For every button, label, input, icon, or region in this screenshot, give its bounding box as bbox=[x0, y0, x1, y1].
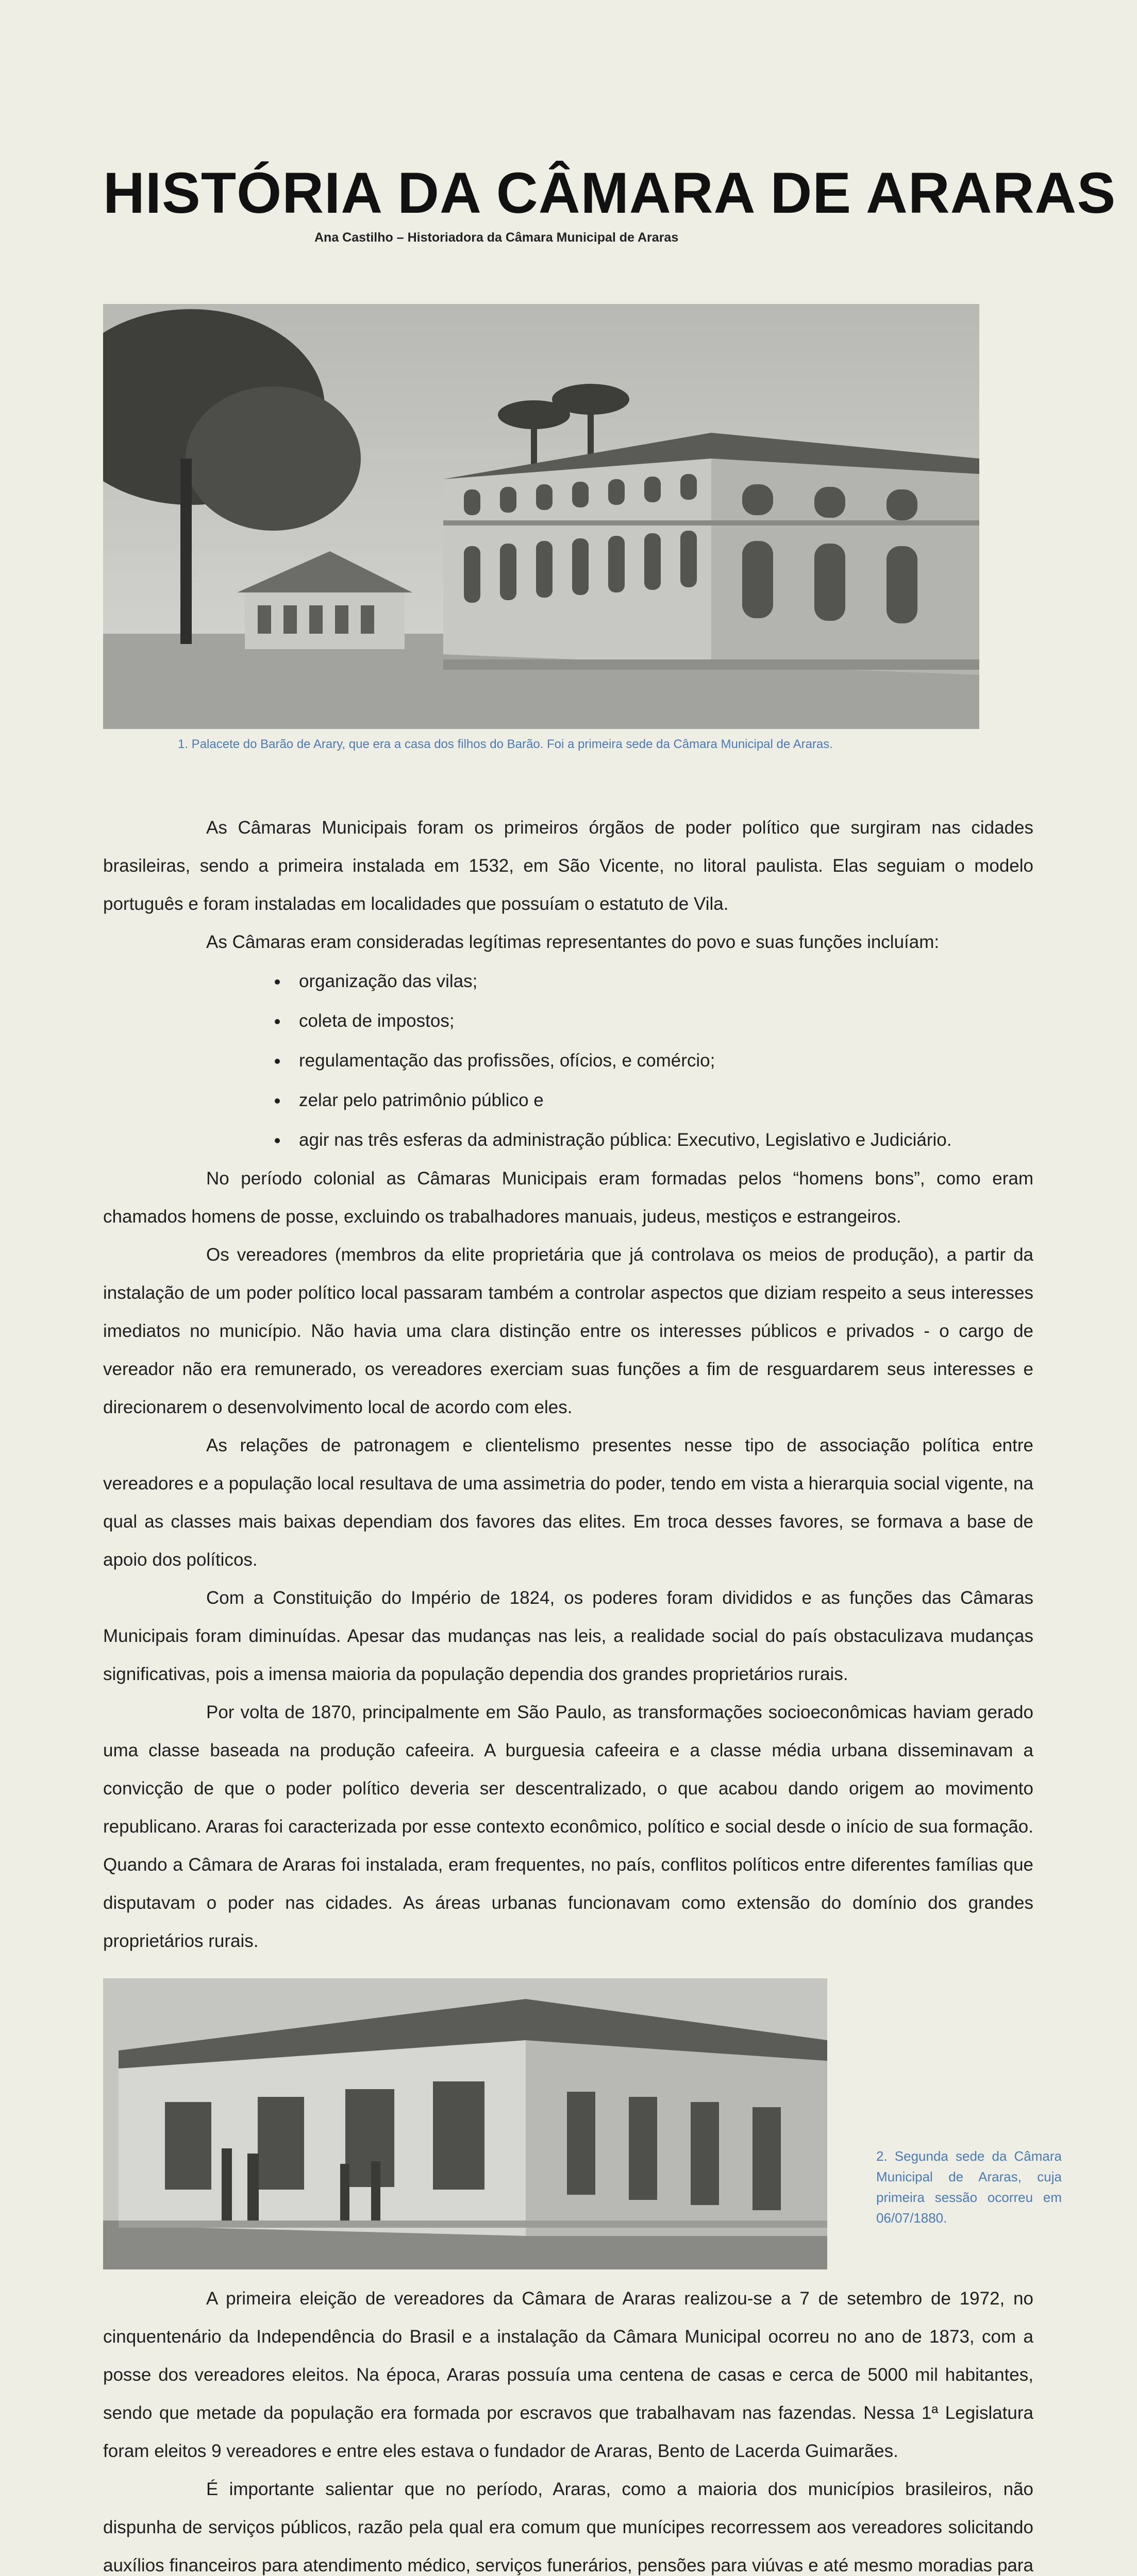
second-seat-illustration bbox=[103, 1978, 827, 2269]
functions-list bbox=[103, 961, 1033, 1160]
palacete-illustration bbox=[103, 304, 979, 729]
article-section-2 bbox=[103, 2280, 1033, 2576]
paragraph: No período colonial as Câmaras Municipais eram formadas pelos “homens bons”, como eram chamados homens de posse, excluindo os trabalhadores manuais, judeus, mestiços e estrangeiros. bbox=[103, 1168, 1033, 1227]
paragraph: Com a Constituição do Império de 1824, os poderes foram divididos e as funções das Câmaras Municipais foram diminuídas. Apesar das mudanças nas leis, a realidade social do país obstaculizava mudanças significativas, pois a imensa maioria da população dependia dos grandes proprietários rurais. bbox=[103, 1588, 1033, 1684]
list-item: • agir nas três esferas da administração pública: Executivo, Legislativo e Judiciário. bbox=[289, 1120, 1033, 1160]
list-item: • organização das vilas; bbox=[289, 961, 1033, 1001]
article-section-1 bbox=[103, 809, 1033, 1960]
paragraph: Por volta de 1870, principalmente em São Paulo, as transformações socioeconômicas haviam gerado uma classe baseada na produção cafeeira. A burguesia cafeeira e a classe média urbana disseminavam a convicção de que o poder político deveria ser descentralizado, o que acabou dando origem ao movimento republicano. Araras foi caracterizada por esse contexto econômico, político e social desde o início de sua formação. Quando a Câmara de Araras foi instalada, eram frequentes, no país, conflitos políticos entre diferentes famílias que disputavam o poder nas cidades. As áreas urbanas funcionavam como extensão do domínio dos grandes proprietários rurais. bbox=[103, 1702, 1033, 1951]
paragraph: As Câmaras Municipais foram os primeiros órgãos de poder político que surgiram nas cidades brasileiras, sendo a primeira instalada em 1532, em São Vicente, no litoral paulista. Elas seguiam o modelo português e foram instaladas em localidades que possuíam o estatuto de Vila. bbox=[103, 818, 1033, 914]
paragraph: As Câmaras eram consideradas legítimas representantes do povo e suas funções incluíam: bbox=[206, 932, 940, 952]
page-subtitle: Ana Castilho – Historiadora da Câmara Municipal de Araras bbox=[314, 230, 679, 245]
figure-2-caption: 2. Segunda sede da Câmara Municipal de Araras, cuja primeira sessão ocorreu em 06/07/1880. bbox=[876, 2148, 1062, 2226]
figure-2-photo bbox=[103, 1978, 827, 2269]
list-item: • coleta de impostos; bbox=[289, 1001, 1033, 1041]
list-item: • regulamentação das profissões, ofícios, e comércio; bbox=[289, 1041, 1033, 1080]
page-title: HISTÓRIA DA CÂMARA DE ARARAS bbox=[103, 161, 1116, 225]
figure-1-caption: 1. Palacete do Barão de Arary, que era a casa dos filhos do Barão. Foi a primeira sede da Câmara Municipal de Araras. bbox=[178, 737, 833, 751]
figure-1-photo bbox=[103, 304, 979, 729]
paragraph: Os vereadores (membros da elite proprietária que já controlava os meios de produção), a partir da instalação de um poder político local passaram também a controlar aspectos que diziam respeito a seus interesses imediatos no município. Não havia uma clara distinção entre os interesses públicos e privados - o cargo de vereador não era remunerado, os vereadores exerciam suas funções a fim de resguardarem seus interesses e direcionarem o desenvolvimento local de acordo com eles. bbox=[103, 1245, 1033, 1417]
paragraph: A primeira eleição de vereadores da Câmara de Araras realizou-se a 7 de setembro de 1972, no cinquentenário da Independência do Brasil e a instalação da Câmara Municipal ocorreu no ano de 1873, com a posse dos vereadores eleitos. Na época, Araras possuía uma centena de casas e cerca de 5000 mil habitantes, sendo que metade da população era formada por escravos que trabalhavam nas fazendas. Nessa 1ª Legislatura foram eleitos 9 vereadores e entre eles estava o fundador de Araras, Bento de Lacerda Guimarães. bbox=[103, 2289, 1033, 2461]
paragraph: É importante salientar que no período, Araras, como a maioria dos municípios brasileiros, não dispunha de serviços públicos, razão pela qual era comum que munícipes recorressem aos vereadores solicitando auxílios financeiros para atendimento médico, serviços funerários, pensões para viúvas e até mesmo moradias para bbox=[103, 2479, 1033, 2575]
list-item: • zelar pelo patrimônio público e bbox=[289, 1080, 1033, 1120]
paragraph: As relações de patronagem e clientelismo presentes nesse tipo de associação política entre vereadores e a população local resultava de uma assimetria do poder, tendo em vista a hierarquia social vigente, na qual as classes mais baixas dependiam dos favores das elites. Em troca desses favores, se formava a base de apoio dos políticos. bbox=[103, 1435, 1033, 1570]
